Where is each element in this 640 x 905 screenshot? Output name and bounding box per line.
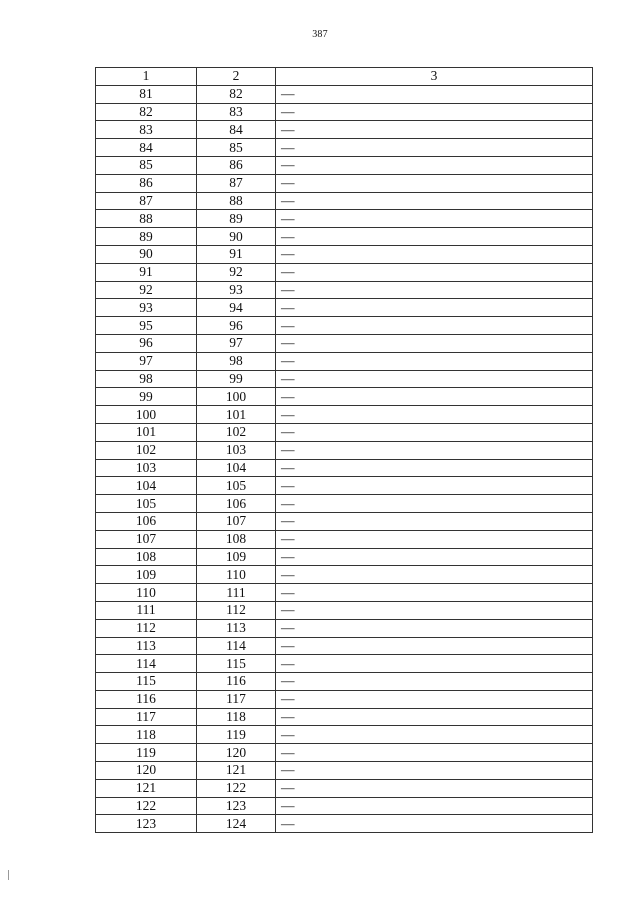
table-cell-col1: 106 — [96, 512, 197, 530]
table-cell-col2: 91 — [197, 245, 276, 263]
table-cell-col2: 119 — [197, 726, 276, 744]
table-row — [96, 655, 593, 673]
table-cell-col1: 99 — [96, 388, 197, 406]
table-cell-col1: 111 — [96, 601, 197, 619]
table-cell-col1: 82 — [96, 103, 197, 121]
table-row — [96, 210, 593, 228]
table-header-row — [96, 68, 593, 86]
table-cell-col2: 90 — [197, 228, 276, 246]
column-header-1: 1 — [96, 68, 197, 86]
table-cell-col3: — — [276, 459, 593, 477]
table-cell-col2: 105 — [197, 477, 276, 495]
table-row — [96, 156, 593, 174]
table-cell-col2: 113 — [197, 619, 276, 637]
table-cell-col2: 109 — [197, 548, 276, 566]
table-row — [96, 317, 593, 335]
table-cell-col3: — — [276, 744, 593, 762]
table-cell-col3: — — [276, 566, 593, 584]
table-cell-col2: 84 — [197, 121, 276, 139]
table-cell-col3: — — [276, 726, 593, 744]
table-cell-col3: — — [276, 370, 593, 388]
table-row — [96, 815, 593, 833]
table-cell-col2: 121 — [197, 762, 276, 780]
table-cell-col1: 88 — [96, 210, 197, 228]
margin-mark — [8, 870, 9, 880]
table-row — [96, 548, 593, 566]
table-cell-col3: — — [276, 815, 593, 833]
table-row — [96, 370, 593, 388]
table-cell-col2: 102 — [197, 423, 276, 441]
table-cell-col3: — — [276, 708, 593, 726]
table-cell-col2: 87 — [197, 174, 276, 192]
table-cell-col3: — — [276, 548, 593, 566]
table-row — [96, 263, 593, 281]
table-cell-col3: — — [276, 530, 593, 548]
table-row — [96, 797, 593, 815]
table-cell-col1: 103 — [96, 459, 197, 477]
table-cell-col1: 81 — [96, 85, 197, 103]
table-row — [96, 174, 593, 192]
table-cell-col2: 111 — [197, 584, 276, 602]
table-cell-col2: 122 — [197, 779, 276, 797]
table-cell-col1: 84 — [96, 139, 197, 157]
table-cell-col2: 101 — [197, 406, 276, 424]
table-row — [96, 423, 593, 441]
table-cell-col3: — — [276, 103, 593, 121]
table-cell-col1: 104 — [96, 477, 197, 495]
table-cell-col1: 87 — [96, 192, 197, 210]
table-row — [96, 228, 593, 246]
table-cell-col1: 105 — [96, 495, 197, 513]
table-cell-col2: 115 — [197, 655, 276, 673]
table-cell-col2: 120 — [197, 744, 276, 762]
table-cell-col3: — — [276, 779, 593, 797]
table-cell-col2: 89 — [197, 210, 276, 228]
table-row — [96, 673, 593, 691]
table-cell-col2: 108 — [197, 530, 276, 548]
table-cell-col3: — — [276, 174, 593, 192]
table-row — [96, 388, 593, 406]
data-table — [95, 67, 593, 833]
table-cell-col1: 108 — [96, 548, 197, 566]
table-row — [96, 192, 593, 210]
table-row — [96, 726, 593, 744]
table-cell-col1: 85 — [96, 156, 197, 174]
table-row — [96, 637, 593, 655]
table-cell-col3: — — [276, 690, 593, 708]
table-cell-col2: 103 — [197, 441, 276, 459]
table-cell-col3: — — [276, 156, 593, 174]
table-row — [96, 601, 593, 619]
table-cell-col3: — — [276, 281, 593, 299]
table-cell-col1: 98 — [96, 370, 197, 388]
table-cell-col3: — — [276, 334, 593, 352]
table-row — [96, 121, 593, 139]
table-cell-col3: — — [276, 388, 593, 406]
table-row — [96, 530, 593, 548]
table-cell-col3: — — [276, 637, 593, 655]
table-cell-col2: 88 — [197, 192, 276, 210]
table-cell-col2: 123 — [197, 797, 276, 815]
table-row — [96, 85, 593, 103]
table-cell-col1: 110 — [96, 584, 197, 602]
table-cell-col3: — — [276, 406, 593, 424]
table-row — [96, 779, 593, 797]
table-cell-col3: — — [276, 619, 593, 637]
table-cell-col1: 97 — [96, 352, 197, 370]
table-row — [96, 584, 593, 602]
table-cell-col2: 96 — [197, 317, 276, 335]
table-cell-col3: — — [276, 441, 593, 459]
table-cell-col3: — — [276, 121, 593, 139]
table-cell-col3: — — [276, 263, 593, 281]
table-cell-col2: 114 — [197, 637, 276, 655]
table-cell-col1: 86 — [96, 174, 197, 192]
table-cell-col1: 114 — [96, 655, 197, 673]
table-cell-col1: 120 — [96, 762, 197, 780]
table-cell-col2: 118 — [197, 708, 276, 726]
table-cell-col3: — — [276, 512, 593, 530]
table-cell-col2: 117 — [197, 690, 276, 708]
table-cell-col2: 107 — [197, 512, 276, 530]
table-row — [96, 495, 593, 513]
table-cell-col2: 86 — [197, 156, 276, 174]
table-cell-col1: 115 — [96, 673, 197, 691]
table-cell-col2: 104 — [197, 459, 276, 477]
table-cell-col1: 90 — [96, 245, 197, 263]
table-cell-col1: 100 — [96, 406, 197, 424]
table-cell-col3: — — [276, 299, 593, 317]
table-cell-col1: 116 — [96, 690, 197, 708]
table-cell-col1: 95 — [96, 317, 197, 335]
table-cell-col2: 83 — [197, 103, 276, 121]
table-cell-col1: 109 — [96, 566, 197, 584]
table-cell-col1: 122 — [96, 797, 197, 815]
table-cell-col1: 118 — [96, 726, 197, 744]
table-row — [96, 459, 593, 477]
table-cell-col1: 117 — [96, 708, 197, 726]
table-cell-col3: — — [276, 210, 593, 228]
table-cell-col2: 100 — [197, 388, 276, 406]
table-cell-col1: 123 — [96, 815, 197, 833]
table-cell-col2: 97 — [197, 334, 276, 352]
table-cell-col3: — — [276, 495, 593, 513]
table-cell-col1: 92 — [96, 281, 197, 299]
table-cell-col1: 121 — [96, 779, 197, 797]
table-row — [96, 708, 593, 726]
page-number: 387 — [312, 29, 328, 40]
table-cell-col2: 94 — [197, 299, 276, 317]
table-cell-col3: — — [276, 477, 593, 495]
table-cell-col3: — — [276, 245, 593, 263]
table-cell-col1: 119 — [96, 744, 197, 762]
table-cell-col2: 85 — [197, 139, 276, 157]
table-row — [96, 512, 593, 530]
table-row — [96, 477, 593, 495]
table-cell-col1: 107 — [96, 530, 197, 548]
table-cell-col1: 83 — [96, 121, 197, 139]
table-row — [96, 619, 593, 637]
table-row — [96, 352, 593, 370]
table-cell-col1: 112 — [96, 619, 197, 637]
table-cell-col2: 110 — [197, 566, 276, 584]
table-cell-col3: — — [276, 352, 593, 370]
column-header-2: 2 — [197, 68, 276, 86]
table-row — [96, 299, 593, 317]
table-cell-col1: 101 — [96, 423, 197, 441]
table-cell-col3: — — [276, 85, 593, 103]
table-cell-col3: — — [276, 797, 593, 815]
table-cell-col3: — — [276, 673, 593, 691]
table-cell-col1: 89 — [96, 228, 197, 246]
table-row — [96, 406, 593, 424]
table-cell-col3: — — [276, 228, 593, 246]
table-cell-col3: — — [276, 601, 593, 619]
table-cell-col2: 92 — [197, 263, 276, 281]
table-cell-col3: — — [276, 423, 593, 441]
table-cell-col2: 99 — [197, 370, 276, 388]
table-body — [96, 85, 593, 832]
table-row — [96, 441, 593, 459]
table-row — [96, 281, 593, 299]
table-row — [96, 245, 593, 263]
table-cell-col2: 116 — [197, 673, 276, 691]
table-row — [96, 762, 593, 780]
table-cell-col2: 106 — [197, 495, 276, 513]
table-row — [96, 566, 593, 584]
table-cell-col2: 124 — [197, 815, 276, 833]
table-cell-col3: — — [276, 192, 593, 210]
table-row — [96, 103, 593, 121]
table-cell-col2: 98 — [197, 352, 276, 370]
table-row — [96, 744, 593, 762]
column-header-3: 3 — [276, 68, 593, 86]
table-row — [96, 139, 593, 157]
table-cell-col3: — — [276, 762, 593, 780]
table-cell-col1: 113 — [96, 637, 197, 655]
table-cell-col3: — — [276, 584, 593, 602]
table-cell-col3: — — [276, 317, 593, 335]
table-cell-col3: — — [276, 655, 593, 673]
table-row — [96, 334, 593, 352]
table-cell-col2: 93 — [197, 281, 276, 299]
table-cell-col2: 82 — [197, 85, 276, 103]
table-cell-col3: — — [276, 139, 593, 157]
table-cell-col2: 112 — [197, 601, 276, 619]
table-cell-col1: 91 — [96, 263, 197, 281]
table-cell-col1: 93 — [96, 299, 197, 317]
table-cell-col1: 102 — [96, 441, 197, 459]
table-row — [96, 690, 593, 708]
table-cell-col1: 96 — [96, 334, 197, 352]
